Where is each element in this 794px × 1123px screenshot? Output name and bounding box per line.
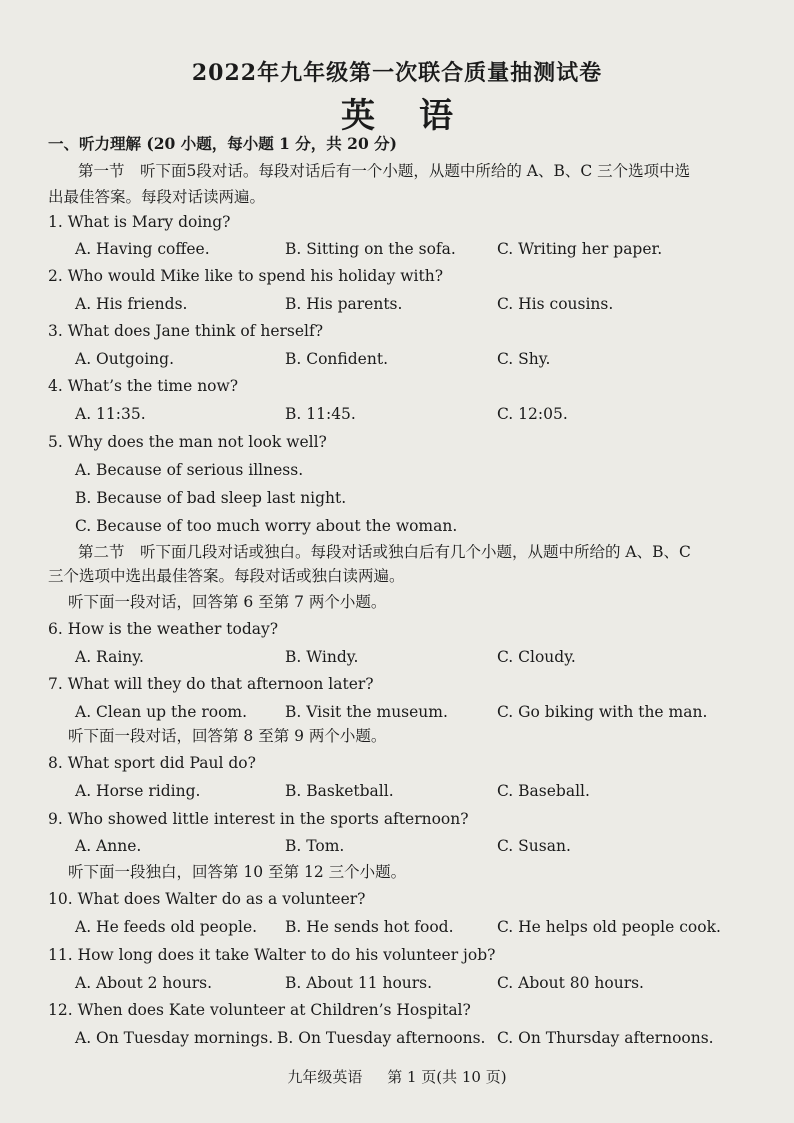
q1-option-a: A. Having coffee.	[75, 240, 210, 258]
question-11: 11. How long does it take Walter to do his volunteer job?	[48, 946, 496, 964]
section1-intro-line2: 出最佳答案。每段对话读两遍。	[48, 188, 266, 206]
question-2: 2. Who would Mike like to spend his holiday with?	[48, 267, 444, 285]
q3-option-a: A. Outgoing.	[75, 350, 175, 368]
q12-option-a: A. On Tuesday mornings.	[75, 1029, 274, 1047]
group1-instruction: 听下面一段对话，回答第 6 至第 7 两个小题。	[68, 593, 387, 611]
q5-option-b: B. Because of bad sleep last night.	[75, 489, 347, 507]
q8-option-a: A. Horse riding.	[75, 782, 201, 800]
exam-subject: 英语	[341, 96, 497, 136]
q1-option-c: C. Writing her paper.	[497, 240, 663, 258]
question-8: 8. What sport did Paul do?	[48, 754, 256, 772]
question-9: 9. Who showed little interest in the sports afternoon?	[48, 810, 469, 828]
question-3: 3. What does Jane think of herself?	[48, 322, 324, 340]
footer-subject: 九年级英语	[287, 1068, 363, 1086]
footer-page-number: 第 1 页(共 10 页)	[387, 1068, 507, 1086]
question-7: 7. What will they do that afternoon later?	[48, 675, 374, 693]
q9-option-a: A. Anne.	[75, 837, 142, 855]
q3-option-b: B. Confident.	[285, 350, 388, 368]
q4-option-c: C. 12:05.	[497, 405, 568, 423]
q10-option-b: B. He sends hot food.	[285, 918, 454, 936]
q8-option-b: B. Basketball.	[285, 782, 394, 800]
q12-option-c: C. On Thursday afternoons.	[497, 1029, 714, 1047]
q3-option-c: C. Shy.	[497, 350, 551, 368]
q12-option-b: B. On Tuesday afternoons.	[277, 1029, 486, 1047]
q1-option-b: B. Sitting on the sofa.	[285, 240, 456, 258]
section2-intro-line1: 第二节 听下面几段对话或独白。每段对话或独白后有几个小题，从题中所给的 A、B、C	[78, 543, 691, 561]
q11-option-c: C. About 80 hours.	[497, 974, 644, 992]
q10-option-c: C. He helps old people cook.	[497, 918, 721, 936]
page-footer	[0, 1066, 794, 1087]
question-10: 10. What does Walter do as a volunteer?	[48, 890, 366, 908]
q4-option-b: B. 11:45.	[285, 405, 356, 423]
q9-option-c: C. Susan.	[497, 837, 571, 855]
group2-instruction: 听下面一段对话，回答第 8 至第 9 两个小题。	[68, 727, 387, 745]
q5-option-c: C. Because of too much worry about the woman.	[75, 517, 458, 535]
group3-instruction: 听下面一段独白，回答第 10 至第 12 三个小题。	[68, 863, 407, 881]
question-5: 5. Why does the man not look well?	[48, 433, 327, 451]
question-6: 6. How is the weather today?	[48, 620, 279, 638]
q2-option-b: B. His parents.	[285, 295, 403, 313]
q6-option-b: B. Windy.	[285, 648, 359, 666]
section1-intro-line1: 第一节 听下面5段对话。每段对话后有一个小题，从题中所给的 A、B、C 三个选项中选	[78, 162, 691, 180]
q4-option-a: A. 11:35.	[75, 405, 146, 423]
question-4: 4. What’s the time now?	[48, 377, 239, 395]
q9-option-b: B. Tom.	[285, 837, 345, 855]
q7-option-c: C. Go biking with the man.	[497, 703, 708, 721]
q6-option-c: C. Cloudy.	[497, 648, 576, 666]
q11-option-a: A. About 2 hours.	[75, 974, 213, 992]
q10-option-a: A. He feeds old people.	[75, 918, 258, 936]
q7-option-a: A. Clean up the room.	[75, 703, 248, 721]
q6-option-a: A. Rainy.	[75, 648, 144, 666]
question-12: 12. When does Kate volunteer at Children’s Hospital?	[48, 1001, 471, 1019]
q2-option-c: C. His cousins.	[497, 295, 614, 313]
part1-heading: 一、听力理解 (20 小题，每小题 1 分，共 20 分)	[48, 134, 397, 153]
q2-option-a: A. His friends.	[75, 295, 188, 313]
q8-option-c: C. Baseball.	[497, 782, 590, 800]
q5-option-a: A. Because of serious illness.	[75, 461, 304, 479]
q11-option-b: B. About 11 hours.	[285, 974, 433, 992]
question-1: 1. What is Mary doing?	[48, 213, 231, 231]
exam-title: 2022年九年级第一次联合质量抽测试卷	[191, 60, 603, 86]
section2-intro-line2: 三个选项中选出最佳答案。每段对话或独白读两遍。	[48, 567, 405, 585]
q7-option-b: B. Visit the museum.	[285, 703, 448, 721]
